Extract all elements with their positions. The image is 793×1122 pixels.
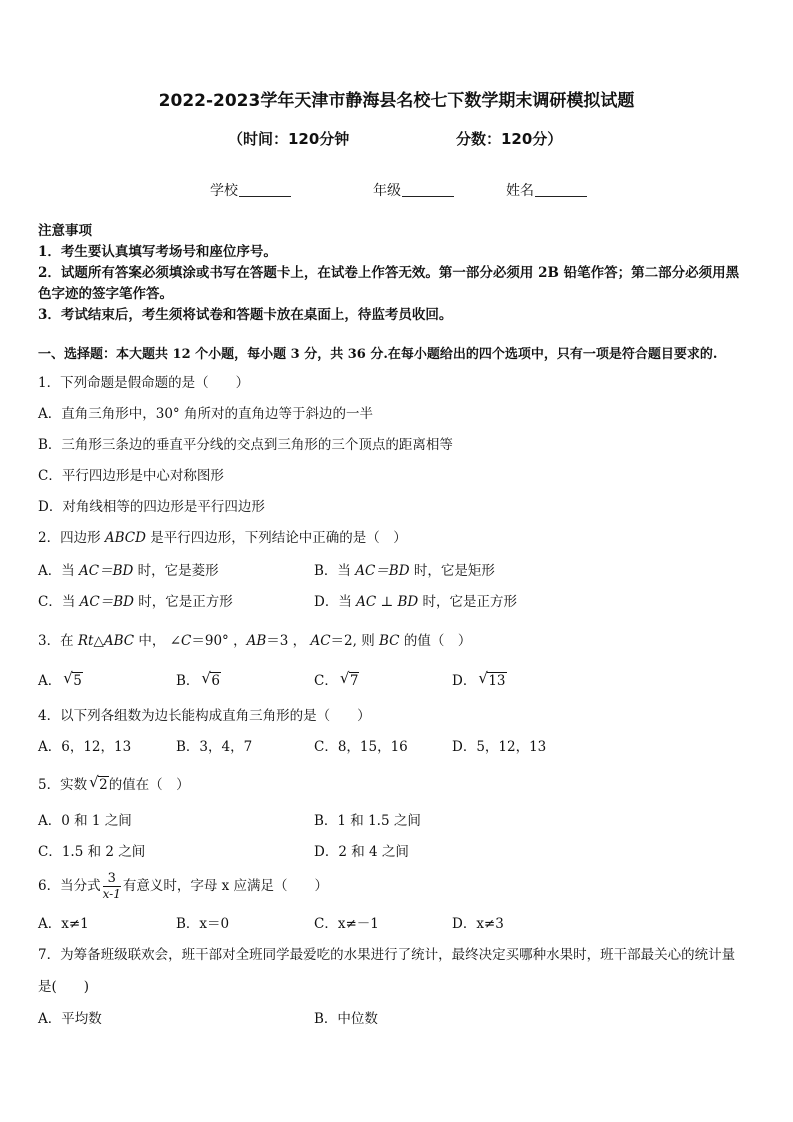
q3-stem — [38, 632, 471, 650]
q1-option-d: D．对角线相等的四边形是平行四边形 — [38, 499, 265, 515]
sqrt-icon: √ 2 — [89, 773, 108, 793]
q7-option-b: B．中位数 — [314, 1011, 378, 1027]
sqrt-icon: √ 5 — [63, 669, 82, 689]
q2-b-suffix: 时，它是矩形 — [409, 563, 495, 579]
q2-stem — [38, 529, 407, 547]
q5-option-c: C．1.5 和 2 之间 — [38, 844, 146, 860]
q3-stem-suffix: 的值（ ） — [399, 633, 472, 649]
q3-option-b — [176, 669, 221, 690]
q4-option-b: B．3，4，7 — [176, 739, 253, 755]
q3-angle-c: C — [181, 633, 192, 649]
q3-stem-prefix: 3．在 — [38, 633, 78, 649]
q3-side-ab: AB — [246, 633, 267, 649]
q2-d-math: AC ⊥ BD — [356, 594, 419, 610]
exam-score: 分数：120分） — [456, 130, 563, 148]
note-item-2: 2．试题所有答案必须填涂或书写在答题卡上，在试卷上作答无效。第一部分必须用 2B 铅笔作答；第二部分必须用黑 — [38, 265, 740, 281]
q3-text-1: 中， ∠ — [134, 633, 182, 649]
school-label: 学校 — [210, 183, 238, 199]
q5-stem-suffix: 的值在（ ） — [108, 777, 190, 793]
q2-d-suffix: 时，它是正方形 — [418, 594, 518, 610]
q7-option-a: A．平均数 — [38, 1011, 102, 1027]
q1-option-b: B．三角形三条边的垂直平分线的交点到三角形的三个顶点的距离相等 — [38, 437, 453, 453]
q6-option-c: C．x≠－1 — [314, 916, 379, 932]
q2-b-math: AC＝BD — [355, 563, 410, 579]
q6-stem-suffix: 有意义时，字母 x 应满足（ ） — [122, 878, 329, 894]
exam-title: 2022-2023学年天津市静海县名校七下数学期末调研模拟试题 — [158, 91, 635, 111]
section-heading: 一、选择题：本大题共 12 个小题，每小题 3 分，共 36 分.在每小题给出的四个选项中，只有一项是符合题目要求的. — [38, 347, 718, 362]
q3-a-label: A． — [38, 673, 62, 689]
sqrt-icon: √ 13 — [478, 669, 506, 689]
q5-stem-prefix: 5．实数 — [38, 777, 88, 793]
q6-denominator: x-1 — [102, 887, 121, 901]
q2-stem-prefix: 2．四边形 — [38, 530, 105, 546]
note-item-3: 3．考试结束后，考生须将试卷和答题卡放在桌面上，待监考员收回。 — [38, 307, 453, 323]
q3-b-radicand: 6 — [211, 673, 221, 689]
q6-option-b: B．x＝0 — [176, 916, 230, 932]
name-blank[interactable] — [535, 182, 587, 197]
q6-numerator: 3 — [103, 872, 121, 887]
q2-option-b — [314, 562, 495, 580]
note-item-2-cont: 色字迹的签字笔作答。 — [38, 286, 173, 302]
school-blank[interactable] — [239, 182, 291, 197]
notes-heading: 注意事项 — [38, 223, 92, 239]
q5-option-a: A．0 和 1 之间 — [38, 813, 132, 829]
note-item-1: 1．考生要认真填写考场号和座位序号。 — [38, 244, 277, 260]
school-field — [210, 180, 291, 200]
q2-c-prefix: C．当 — [38, 594, 80, 610]
q1-option-c: C．平行四边形是中心对称图形 — [38, 468, 224, 484]
grade-field — [373, 180, 454, 200]
q7-stem-line-2: 是( ) — [38, 979, 90, 995]
q3-c-label: C． — [314, 673, 338, 689]
q3-option-d — [452, 669, 507, 690]
name-label: 姓名 — [506, 183, 534, 199]
q2-option-c — [38, 593, 233, 611]
q3-side-ac: AC — [310, 633, 331, 649]
q3-d-label: D． — [452, 673, 477, 689]
q2-stem-suffix: 是平行四边形，下列结论中正确的是（ ） — [145, 530, 407, 546]
q4-option-a: A．6，12，13 — [38, 739, 132, 755]
q6-stem — [38, 871, 328, 901]
q3-b-label: B． — [176, 673, 200, 689]
q1-option-a: A．直角三角形中，30° 角所对的直角边等于斜边的一半 — [38, 406, 373, 422]
q2-c-math: AC＝BD — [79, 594, 134, 610]
q2-option-a — [38, 562, 219, 580]
q7-stem-line-1: 7．为筹备班级联欢会，班干部对全班同学最爱吃的水果进行了统计，最终决定买哪种水果时，班干部最关心的统计量 — [38, 947, 736, 963]
q1-stem: 1．下列命题是假命题的是（ ） — [38, 375, 250, 391]
name-field — [506, 180, 587, 200]
q2-a-suffix: 时，它是菱形 — [133, 563, 219, 579]
q4-option-c: C．8，15，16 — [314, 739, 408, 755]
q2-a-prefix: A．当 — [38, 563, 80, 579]
exam-time: （时间：120分钟 — [228, 130, 350, 148]
q3-triangle: Rt△ABC — [77, 633, 135, 649]
q3-a-radicand: 5 — [73, 673, 82, 689]
sqrt-icon: √ 6 — [201, 669, 221, 689]
q3-c-radicand: 7 — [349, 673, 359, 689]
grade-label: 年级 — [373, 183, 401, 199]
sqrt-icon: √ 7 — [339, 669, 359, 689]
q3-d-radicand: 13 — [488, 673, 506, 689]
grade-blank[interactable] — [402, 182, 454, 197]
q3-option-c — [314, 669, 359, 690]
q2-a-math: AC＝BD — [79, 563, 134, 579]
q4-stem: 4．以下列各组数为边长能构成直角三角形的是（ ） — [38, 708, 371, 724]
q3-text-4: ＝2, 则 — [330, 633, 380, 649]
q3-text-3: ＝3 ， — [266, 633, 311, 649]
q3-option-a — [38, 669, 83, 690]
q2-quad-name: ABCD — [104, 530, 146, 546]
q5-option-d: D．2 和 4 之间 — [314, 844, 409, 860]
q5-radicand: 2 — [99, 777, 108, 793]
q5-option-b: B．1 和 1.5 之间 — [314, 813, 421, 829]
q6-fraction — [103, 872, 121, 901]
q6-stem-prefix: 6．当分式 — [38, 878, 101, 894]
q5-stem — [38, 773, 190, 794]
q6-option-a: A．x≠1 — [38, 916, 89, 932]
q6-option-d: D．x≠3 — [452, 916, 504, 932]
q3-side-bc: BC — [379, 633, 400, 649]
q3-text-2: ＝90° ， — [191, 633, 247, 649]
q2-option-d — [314, 593, 517, 611]
q2-c-suffix: 时，它是正方形 — [133, 594, 233, 610]
q2-d-prefix: D．当 — [314, 594, 357, 610]
q2-b-prefix: B．当 — [314, 563, 356, 579]
q4-option-d: D．5，12，13 — [452, 739, 547, 755]
